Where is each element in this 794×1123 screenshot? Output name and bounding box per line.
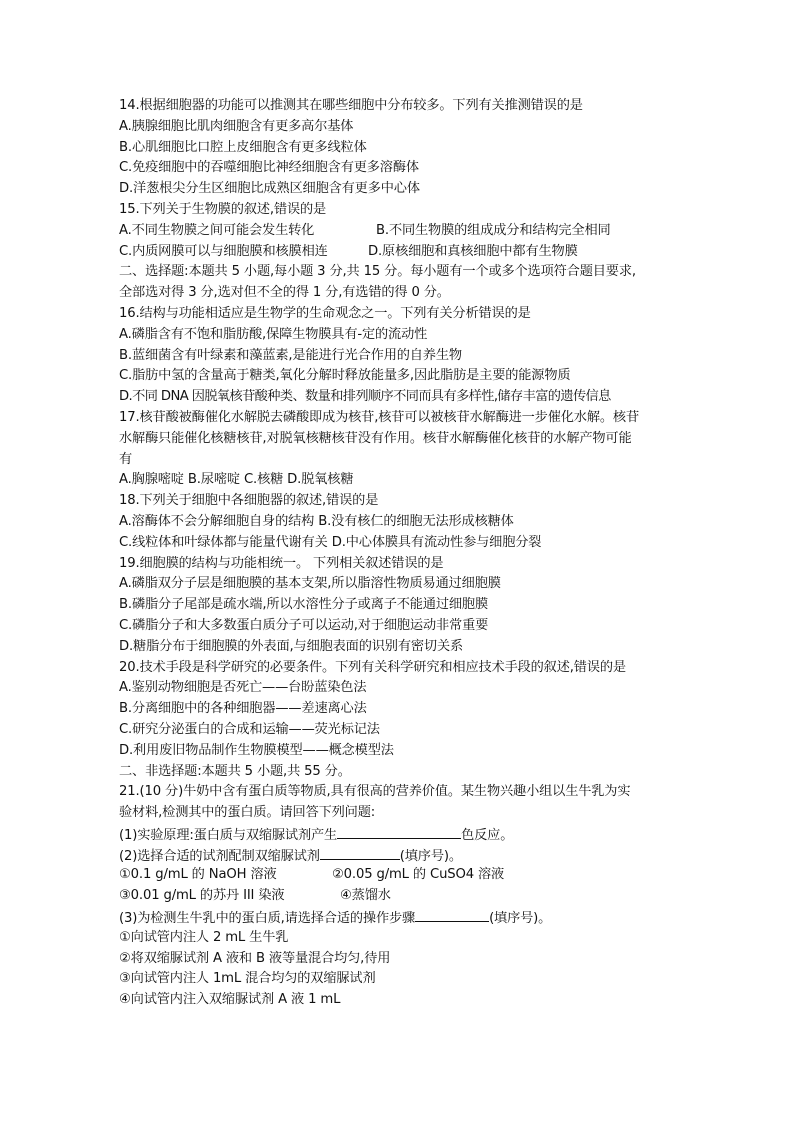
q20-option-b: B.分离细胞中的各种细胞器——差速离心法 [119, 701, 367, 717]
q16-stem: 16.结构与功能相适应是生物学的生命观念之一。下列有关分析错误的是 [119, 305, 531, 321]
q16-option-c: C.脂肪中氢的含量高于糖类,氧化分解时释放能量多,因此脂肪是主要的能源物质 [119, 368, 571, 384]
section2-instructions-line2: 全部选对得 3 分,选对但不全的得 1 分,有选错的得 0 分。 [119, 285, 450, 301]
q21-part2-answer-blank[interactable] [320, 845, 400, 860]
q14-option-d: D.洋葱根尖分生区细胞比成熟区细胞含有更多中心体 [119, 181, 420, 197]
q21-reagents-row1 [119, 865, 689, 886]
q21-part3-answer-blank[interactable] [415, 907, 489, 922]
q21-part1-suffix: 色反应。 [461, 827, 514, 843]
q15-option-d: D.原核细胞和真核细胞中都有生物膜 [368, 243, 578, 259]
q21-part3 [119, 907, 689, 928]
q20-option-a: A.鉴别动物细胞是否死亡——台盼蓝染色法 [119, 680, 367, 696]
q16-option-d: D.不同 DNA 因脱氧核苷酸种类、数量和排列顺序不同而具有多样性,储存丰富的遗传信息 [119, 389, 611, 405]
q21-part2 [119, 845, 689, 866]
exam-content [119, 96, 689, 1011]
q16-option-a: A.磷脂含有不饱和脂肪酸,保障生物膜具有-定的流动性 [119, 326, 428, 342]
q14-option-b: B.心肌细胞比口腔上皮细胞含有更多线粒体 [119, 139, 367, 155]
section3-title: 二、非选择题:本题共 5 小题,共 55 分。 [119, 763, 351, 779]
q15-options-ab [119, 221, 689, 242]
q21-step-1: ①向试管内注人 2 mL 生牛乳 [119, 929, 289, 945]
q20-option-d: D.利用废旧物品制作生物膜模型——概念模型法 [119, 742, 394, 758]
q19-option-d: D.糖脂分布于细胞膜的外表面,与细胞表面的识别有密切关系 [119, 638, 464, 654]
q21-part3-suffix: (填序号)。 [489, 911, 552, 927]
q21-step-4: ④向试管内注入双缩脲试剂 A 液 1 mL [119, 992, 341, 1008]
q15-stem: 15.下列关于生物膜的叙述,错误的是 [119, 201, 327, 217]
q15-option-c: C.内质网膜可以与细胞膜和核膜相连 [119, 243, 328, 259]
q18-options-cd: C.线粒体和叶绿体都与能量代谢有关 D.中心体膜具有流动性参与细胞分裂 [119, 534, 542, 550]
q14-stem: 14.根据细胞器的功能可以推测其在哪些细胞中分布较多。下列有关推测错误的是 [119, 98, 583, 113]
q21-reagent-1: ①0.1 g/mL 的 NaOH 溶液 [119, 867, 277, 883]
q21-part1-prefix: (1)实验原理:蛋白质与双缩脲试剂产生 [119, 827, 338, 843]
q18-stem: 18.下列关于细胞中各细胞器的叙述,错误的是 [119, 493, 379, 509]
q15-options-cd [119, 242, 689, 263]
q21-reagent-2: ②0.05 g/mL 的 CuSO4 溶液 [332, 867, 505, 883]
q17-stem-line3: 有 [119, 451, 133, 467]
q20-option-c: C.研究分泌蛋白的合成和运输——荧光标记法 [119, 721, 380, 737]
q15-option-b: B.不同生物膜的组成成分和结构完全相同 [376, 222, 611, 238]
q16-option-b: B.蓝细菌含有叶绿素和藻蓝素,是能进行光合作用的自养生物 [119, 347, 462, 363]
q20-stem: 20.技术手段是科学研究的必要条件。下列有关科学研究和相应技术手段的叙述,错误的是 [119, 659, 626, 675]
q21-reagents-row2 [119, 886, 689, 907]
q14-option-a: A.胰腺细胞比肌肉细胞含有更多高尔基体 [119, 118, 354, 134]
q14-option-c: C.免疫细胞中的吞噬细胞比神经细胞含有更多溶酶体 [119, 160, 419, 176]
q21-part2-suffix: (填序号)。 [399, 848, 462, 864]
q19-option-a: A.磷脂双分子层是细胞膜的基本支架,所以脂溶性物质易通过细胞膜 [119, 576, 501, 592]
q21-part1 [119, 824, 689, 845]
q17-stem-line2: 水解酶只能催化核糖核苷,对脱氧核糖核苷没有作用。核苷水解酶催化核苷的水解产物可能 [119, 430, 632, 446]
q21-part1-answer-blank[interactable] [337, 824, 461, 839]
q17-options: A.胸腺嘧啶 B.尿嘧啶 C.核糖 D.脱氧核糖 [119, 472, 354, 488]
q21-stem-line1: 21.(10 分)牛奶中含有蛋白质等物质,具有很高的营养价值。某生物兴趣小组以生牛乳为实 [119, 784, 631, 800]
q21-part3-prefix: (3)为检测生牛乳中的蛋白质,请选择合适的操作步骤 [119, 911, 416, 927]
q21-step-2: ②将双缩脲试剂 A 液和 B 液等量混合均匀,待用 [119, 950, 391, 966]
q15-option-a: A.不同生物膜之间可能会发生转化 [119, 222, 315, 238]
q18-options-ab: A.溶酶体不会分解细胞自身的结构 B.没有核仁的细胞无法形成核糖体 [119, 513, 514, 529]
q21-step-3: ③向试管内注人 1mL 混合均匀的双缩脲试剂 [119, 971, 376, 987]
q19-stem: 19.细胞膜的结构与功能相统一。 下列相关叙述错误的是 [119, 555, 444, 571]
q19-option-b: B.磷脂分子尾部是疏水端,所以水溶性分子或离子不能通过细胞膜 [119, 597, 488, 613]
q21-stem-line2: 验材料,检测其中的蛋白质。请回答下列问题: [119, 805, 376, 821]
q21-reagent-3: ③0.01 g/mL 的苏丹 III 染液 [119, 888, 285, 904]
q21-part2-prefix: (2)选择合适的试剂配制双缩脲试剂 [119, 848, 320, 864]
section2-instructions-line1: 二、选择题:本题共 5 小题,每小题 3 分,共 15 分。每小题有一个或多个选项符合题目要求, [119, 264, 636, 280]
q21-reagent-4: ④蒸馏水 [340, 888, 391, 904]
q17-stem-line1: 17.核苷酸被酶催化水解脱去磷酸即成为核苷,核苷可以被核苷水解酶进一步催化水解。核苷 [119, 409, 639, 425]
q19-option-c: C.磷脂分子和大多数蛋白质分子可以运动,对于细胞运动非常重要 [119, 617, 489, 633]
